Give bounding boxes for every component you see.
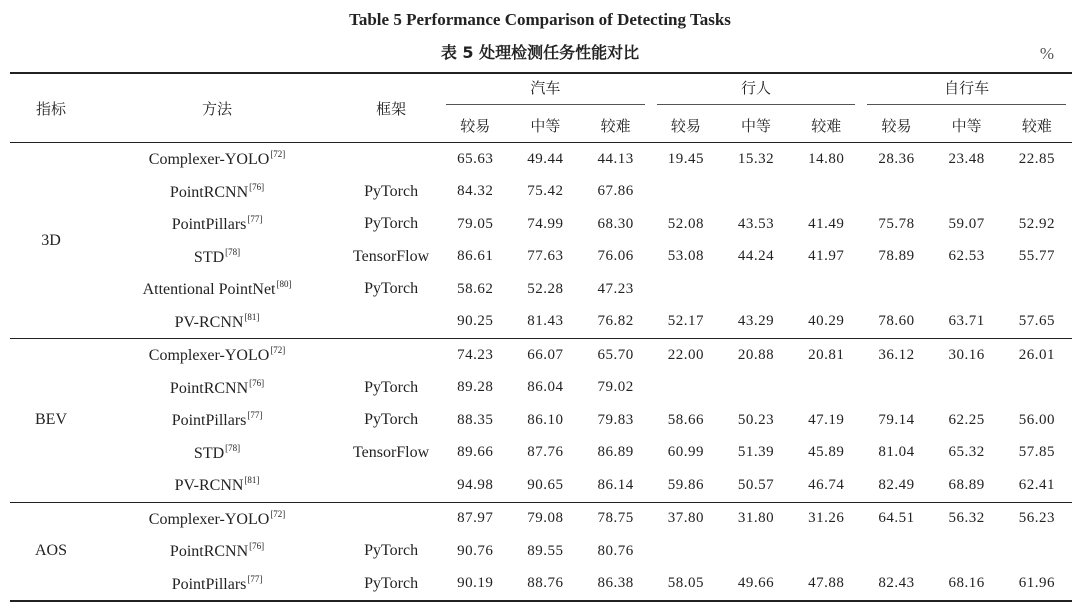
value-cell: 94.98 <box>440 469 510 502</box>
value-cell: 62.25 <box>948 411 985 428</box>
header-indicator: 指标 <box>10 73 92 143</box>
value-cell: 49.66 <box>721 568 791 602</box>
table-row <box>10 372 1072 405</box>
value-cell: 90.25 <box>440 306 510 339</box>
value-cell: 40.29 <box>791 306 861 339</box>
table-row <box>10 143 1072 176</box>
header-method: 方法 <box>92 73 342 143</box>
value-cell: 44.13 <box>597 150 634 167</box>
table-row <box>10 176 1072 209</box>
value-cell: 65.32 <box>948 444 985 461</box>
header-level: 中等 <box>932 108 1002 143</box>
citation-ref: [76] <box>249 181 265 192</box>
header-group-car <box>440 73 651 108</box>
value-cell: 49.44 <box>527 150 564 167</box>
value-cell: 23.48 <box>948 150 985 167</box>
value-cell: 90.65 <box>510 469 580 502</box>
value-cell: 86.38 <box>581 568 651 602</box>
value-cell: 81.04 <box>878 444 915 461</box>
value-cell <box>932 372 1002 405</box>
value-cell: 28.36 <box>878 150 915 167</box>
method-cell <box>92 208 342 241</box>
value-cell: 77.63 <box>527 248 564 265</box>
value-cell: 86.10 <box>527 411 564 428</box>
citation-ref: [72] <box>270 149 286 160</box>
value-cell: 82.49 <box>861 469 931 502</box>
indicator-cell: 3D <box>10 143 92 339</box>
header-level: 较易 <box>440 108 510 143</box>
section-bev <box>10 339 1072 503</box>
value-cell: 43.29 <box>721 306 791 339</box>
value-cell: 57.85 <box>1018 444 1055 461</box>
value-cell: 31.26 <box>808 510 845 527</box>
value-cell: 87.76 <box>527 444 564 461</box>
value-cell: 56.00 <box>1018 411 1055 428</box>
value-cell <box>721 372 791 405</box>
value-cell: 62.41 <box>1002 469 1072 502</box>
header-level: 较易 <box>861 108 931 143</box>
method-cell <box>92 404 342 437</box>
method-cell <box>92 372 342 405</box>
value-cell: 22.85 <box>1018 150 1055 167</box>
value-cell <box>1002 535 1072 568</box>
unit-label: % <box>1039 44 1054 63</box>
value-cell: 68.30 <box>597 215 634 232</box>
value-cell: 26.01 <box>1018 346 1055 363</box>
value-cell: 64.51 <box>878 510 915 527</box>
value-cell: 66.07 <box>527 346 564 363</box>
framework-cell: PyTorch <box>342 568 440 602</box>
value-cell: 47.23 <box>597 280 634 297</box>
method-name: PointRCNN <box>169 183 249 201</box>
value-cell <box>1002 273 1072 306</box>
method-name: STD <box>193 444 225 462</box>
performance-table <box>10 72 1072 602</box>
header-level: 中等 <box>721 108 791 143</box>
table-row <box>10 339 1072 372</box>
value-cell: 86.61 <box>457 248 494 265</box>
value-cell: 47.88 <box>791 568 861 602</box>
citation-ref: [78] <box>225 442 241 453</box>
header-group-car-label: 汽车 <box>446 77 645 105</box>
header-level: 中等 <box>510 108 580 143</box>
value-cell: 79.02 <box>597 379 634 396</box>
method-cell <box>92 241 342 274</box>
method-name: PV-RCNN <box>174 313 244 331</box>
method-cell <box>92 339 342 372</box>
value-cell: 59.86 <box>651 469 721 502</box>
header-level: 较难 <box>791 108 861 143</box>
value-cell: 76.82 <box>581 306 651 339</box>
header-level: 较难 <box>581 108 651 143</box>
method-cell <box>92 469 342 502</box>
value-cell: 79.83 <box>597 411 634 428</box>
value-cell <box>932 273 1002 306</box>
value-cell: 75.42 <box>527 183 564 200</box>
value-cell: 80.76 <box>597 542 634 559</box>
value-cell: 60.99 <box>667 444 704 461</box>
value-cell: 79.14 <box>878 411 915 428</box>
value-cell: 58.62 <box>457 280 494 297</box>
framework-cell <box>342 502 440 535</box>
value-cell: 50.23 <box>737 411 775 428</box>
citation-ref: [80] <box>276 279 292 290</box>
value-cell <box>651 535 721 568</box>
framework-cell: PyTorch <box>364 182 419 200</box>
value-cell: 14.80 <box>808 150 845 167</box>
indicator-cell: BEV <box>10 339 92 503</box>
value-cell <box>791 176 861 209</box>
section-aos <box>10 502 1072 601</box>
value-cell <box>1002 176 1072 209</box>
header-level: 较易 <box>651 108 721 143</box>
method-name: PointPillars <box>171 216 247 234</box>
citation-ref: [77] <box>247 573 263 584</box>
method-name: Complexer-YOLO <box>148 510 270 528</box>
value-cell: 52.17 <box>651 306 721 339</box>
framework-cell: TensorFlow <box>352 443 430 461</box>
value-cell <box>721 273 791 306</box>
value-cell: 36.12 <box>878 346 915 363</box>
value-cell: 78.60 <box>861 306 931 339</box>
citation-ref: [81] <box>244 311 260 322</box>
citation-ref: [81] <box>244 475 260 486</box>
value-cell <box>791 372 861 405</box>
value-cell: 52.08 <box>667 215 704 232</box>
framework-cell: PyTorch <box>364 280 419 298</box>
citation-ref: [77] <box>247 410 263 421</box>
indicator-cell: AOS <box>10 502 92 601</box>
header-group-cyclist-label: 自行车 <box>867 77 1066 105</box>
table-header <box>10 73 1072 143</box>
header-group-pedestrian <box>651 73 862 108</box>
method-cell <box>92 502 342 535</box>
method-cell <box>92 568 342 602</box>
value-cell: 53.08 <box>667 248 704 265</box>
table-title-zh: 表 5 处理检测任务性能对比 <box>440 43 640 62</box>
framework-cell <box>342 469 440 502</box>
method-cell <box>92 306 342 339</box>
value-cell <box>861 273 931 306</box>
value-cell: 68.89 <box>932 469 1002 502</box>
value-cell: 90.76 <box>457 542 494 559</box>
value-cell: 44.24 <box>737 248 775 265</box>
value-cell: 90.19 <box>440 568 510 602</box>
value-cell <box>721 176 791 209</box>
value-cell: 87.97 <box>457 510 494 527</box>
citation-ref: [76] <box>249 541 265 552</box>
value-cell: 55.77 <box>1018 248 1055 265</box>
citation-ref: [76] <box>249 377 265 388</box>
value-cell: 76.06 <box>597 248 634 265</box>
method-cell <box>92 437 342 470</box>
value-cell: 43.53 <box>737 215 775 232</box>
method-cell <box>92 535 342 568</box>
value-cell: 62.53 <box>948 248 985 265</box>
value-cell: 88.76 <box>510 568 580 602</box>
value-cell: 68.16 <box>932 568 1002 602</box>
value-cell: 63.71 <box>932 306 1002 339</box>
method-cell <box>92 176 342 209</box>
value-cell: 78.75 <box>597 510 634 527</box>
value-cell: 41.49 <box>808 215 845 232</box>
value-cell <box>932 535 1002 568</box>
method-name: PointRCNN <box>169 543 249 561</box>
value-cell: 89.66 <box>457 444 494 461</box>
framework-cell: PyTorch <box>364 411 419 429</box>
value-cell: 15.32 <box>737 150 775 167</box>
method-name: PointRCNN <box>169 379 249 397</box>
framework-cell <box>342 306 440 339</box>
table-row <box>10 241 1072 274</box>
value-cell <box>861 372 931 405</box>
value-cell <box>861 176 931 209</box>
value-cell: 86.14 <box>581 469 651 502</box>
value-cell: 52.92 <box>1018 215 1055 232</box>
header-framework: 框架 <box>342 73 440 143</box>
value-cell: 45.89 <box>808 444 845 461</box>
table-row <box>10 502 1072 535</box>
value-cell: 59.07 <box>948 215 985 232</box>
framework-cell: TensorFlow <box>352 247 430 265</box>
value-cell: 20.81 <box>808 346 845 363</box>
value-cell: 79.05 <box>457 215 494 232</box>
method-cell <box>92 273 342 306</box>
method-name: STD <box>193 248 225 266</box>
value-cell <box>1002 372 1072 405</box>
value-cell: 58.05 <box>651 568 721 602</box>
value-cell: 37.80 <box>667 510 704 527</box>
table-row <box>10 568 1072 602</box>
method-name: Attentional PointNet <box>142 281 276 299</box>
value-cell: 46.74 <box>791 469 861 502</box>
framework-cell: PyTorch <box>364 378 419 396</box>
value-cell: 61.96 <box>1002 568 1072 602</box>
value-cell: 52.28 <box>527 280 564 297</box>
table-row <box>10 404 1072 437</box>
table-row <box>10 208 1072 241</box>
value-cell: 86.89 <box>597 444 634 461</box>
method-name: Complexer-YOLO <box>148 151 270 169</box>
value-cell: 22.00 <box>667 346 704 363</box>
method-name: PointPillars <box>171 575 247 593</box>
value-cell: 41.97 <box>808 248 845 265</box>
value-cell: 89.28 <box>457 379 494 396</box>
table-row <box>10 306 1072 339</box>
header-level: 较难 <box>1002 108 1072 143</box>
value-cell: 82.43 <box>861 568 931 602</box>
value-cell: 51.39 <box>737 444 775 461</box>
framework-cell: PyTorch <box>364 542 419 560</box>
value-cell: 74.99 <box>527 215 564 232</box>
value-cell: 31.80 <box>737 510 775 527</box>
value-cell <box>721 535 791 568</box>
value-cell: 79.08 <box>527 510 564 527</box>
value-cell: 86.04 <box>527 379 564 396</box>
value-cell: 58.66 <box>667 411 704 428</box>
value-cell <box>861 535 931 568</box>
value-cell: 56.23 <box>1018 510 1055 527</box>
value-cell: 30.16 <box>948 346 985 363</box>
table-row <box>10 273 1072 306</box>
table-row <box>10 535 1072 568</box>
method-cell <box>92 143 342 176</box>
value-cell: 65.63 <box>457 150 494 167</box>
method-name: PV-RCNN <box>174 477 244 495</box>
value-cell <box>651 176 721 209</box>
framework-cell <box>342 143 440 176</box>
value-cell: 84.32 <box>457 183 494 200</box>
framework-cell <box>342 339 440 372</box>
value-cell: 88.35 <box>457 411 494 428</box>
value-cell: 74.23 <box>457 346 494 363</box>
value-cell: 89.55 <box>527 542 564 559</box>
value-cell: 81.43 <box>510 306 580 339</box>
value-cell <box>791 535 861 568</box>
value-cell: 75.78 <box>878 215 915 232</box>
section-3d <box>10 143 1072 339</box>
value-cell <box>651 372 721 405</box>
citation-ref: [72] <box>270 345 286 356</box>
table-row <box>10 469 1072 502</box>
value-cell <box>791 273 861 306</box>
table-title-en: Table 5 Performance Comparison of Detecting Tasks <box>349 10 731 29</box>
value-cell <box>932 176 1002 209</box>
method-name: Complexer-YOLO <box>148 347 270 365</box>
value-cell: 65.70 <box>597 346 634 363</box>
value-cell: 20.88 <box>737 346 775 363</box>
table-row <box>10 437 1072 470</box>
method-name: PointPillars <box>171 412 247 430</box>
value-cell: 47.19 <box>808 411 845 428</box>
framework-cell: PyTorch <box>364 215 419 233</box>
header-group-pedestrian-label: 行人 <box>657 77 856 105</box>
value-cell: 56.32 <box>948 510 985 527</box>
citation-ref: [72] <box>270 508 286 519</box>
value-cell: 78.89 <box>878 248 915 265</box>
value-cell: 57.65 <box>1002 306 1072 339</box>
citation-ref: [77] <box>247 214 263 225</box>
value-cell <box>651 273 721 306</box>
value-cell: 67.86 <box>597 183 634 200</box>
header-group-cyclist <box>861 73 1072 108</box>
value-cell: 50.57 <box>721 469 791 502</box>
value-cell: 19.45 <box>667 150 704 167</box>
citation-ref: [78] <box>225 246 241 257</box>
